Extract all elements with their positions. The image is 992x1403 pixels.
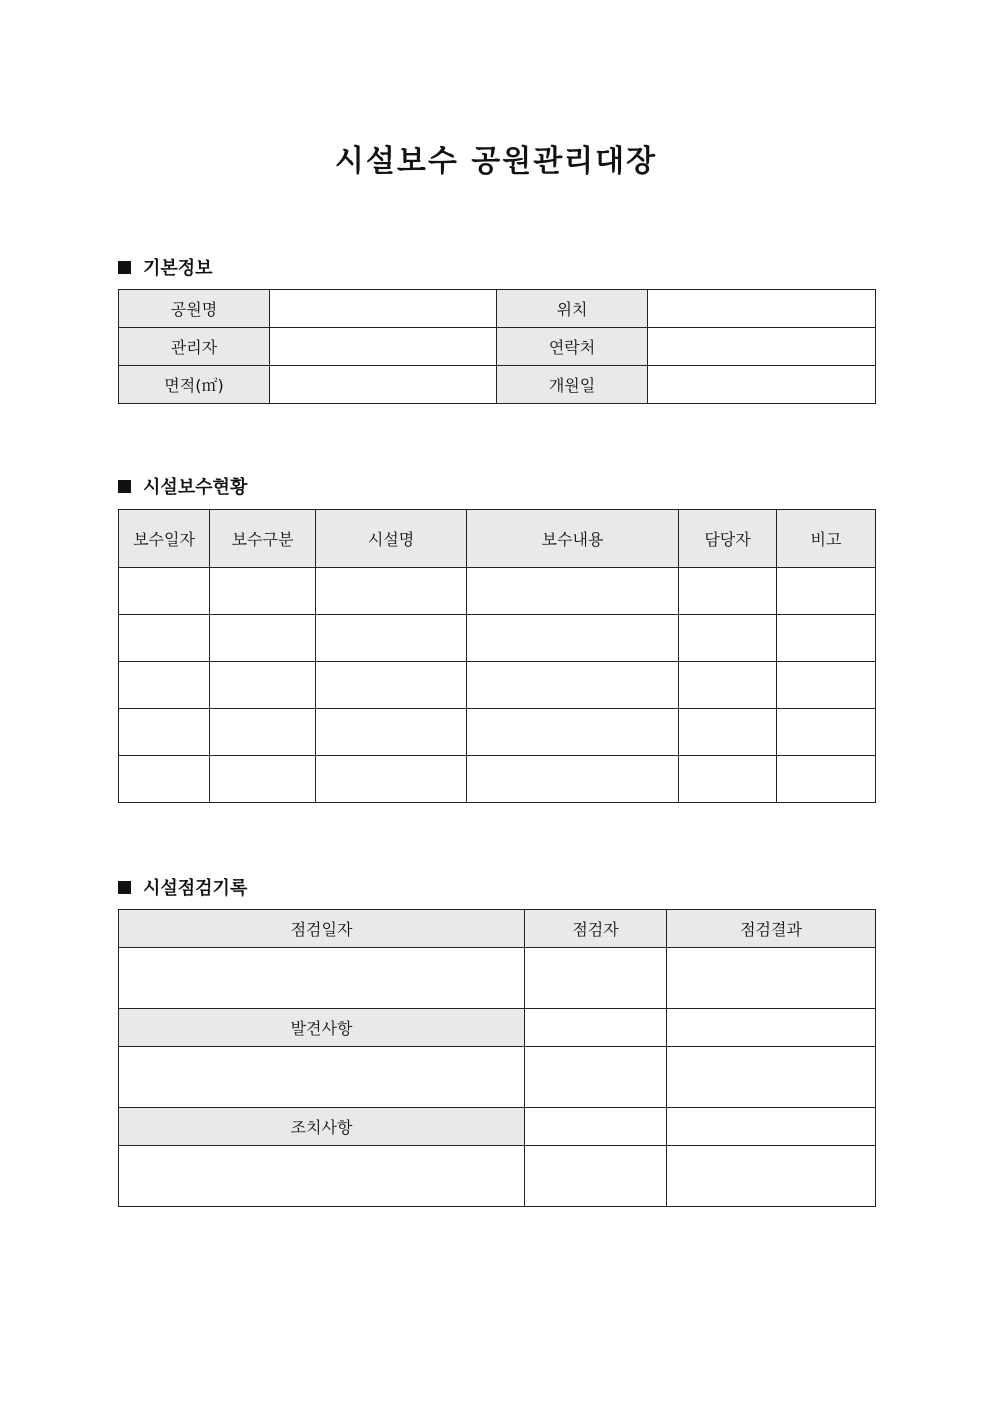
park-name-label: 공원명 xyxy=(119,290,270,328)
column-header: 시설명 xyxy=(316,510,467,568)
table-cell[interactable] xyxy=(467,756,679,803)
area-field[interactable] xyxy=(270,366,497,404)
table-row xyxy=(119,290,876,328)
findings-label: 발견사항 xyxy=(119,1009,525,1047)
table-cell[interactable] xyxy=(119,568,210,615)
table-cell[interactable] xyxy=(525,1146,667,1207)
section-heading-text: 시설점검기록 xyxy=(143,878,248,899)
actions-label: 조치사항 xyxy=(119,1108,525,1146)
table-cell[interactable] xyxy=(525,1108,667,1146)
table-cell[interactable] xyxy=(525,1009,667,1047)
table-row xyxy=(119,1047,876,1108)
square-bullet-icon xyxy=(118,261,131,274)
manager-field[interactable] xyxy=(270,328,497,366)
section-heading-text: 시설보수현황 xyxy=(143,477,248,498)
section-heading-inspection-record xyxy=(118,874,247,900)
inspection-record-table xyxy=(118,909,876,1207)
findings-field[interactable] xyxy=(119,1047,525,1108)
table-row xyxy=(119,662,876,709)
table-cell[interactable] xyxy=(679,615,777,662)
square-bullet-icon xyxy=(118,881,131,894)
contact-label: 연락처 xyxy=(497,328,648,366)
table-cell[interactable] xyxy=(777,756,876,803)
table-cell[interactable] xyxy=(119,709,210,756)
table-cell[interactable] xyxy=(679,756,777,803)
actions-field[interactable] xyxy=(119,1146,525,1207)
area-label: 면적(㎡) xyxy=(119,366,270,404)
column-header: 점검결과 xyxy=(667,910,876,948)
table-cell[interactable] xyxy=(777,615,876,662)
table-row xyxy=(119,709,876,756)
table-cell[interactable] xyxy=(316,756,467,803)
repair-status-table xyxy=(118,509,876,803)
column-header: 보수일자 xyxy=(119,510,210,568)
table-cell[interactable] xyxy=(210,709,316,756)
table-cell[interactable] xyxy=(467,615,679,662)
table-row xyxy=(119,1108,876,1146)
table-cell[interactable] xyxy=(667,1047,876,1108)
table-cell[interactable] xyxy=(525,1047,667,1108)
table-row xyxy=(119,1146,876,1207)
table-row xyxy=(119,756,876,803)
column-header: 점검자 xyxy=(525,910,667,948)
square-bullet-icon xyxy=(118,480,131,493)
contact-field[interactable] xyxy=(648,328,876,366)
table-cell[interactable] xyxy=(210,615,316,662)
table-cell[interactable] xyxy=(667,1009,876,1047)
table-cell[interactable] xyxy=(316,662,467,709)
table-cell[interactable] xyxy=(679,662,777,709)
table-cell[interactable] xyxy=(777,568,876,615)
table-cell[interactable] xyxy=(467,662,679,709)
table-cell[interactable] xyxy=(667,1146,876,1207)
section-heading-text: 기본정보 xyxy=(143,258,213,279)
table-row xyxy=(119,328,876,366)
column-header: 보수내용 xyxy=(467,510,679,568)
location-field[interactable] xyxy=(648,290,876,328)
basic-info-table xyxy=(118,289,876,404)
inspector-field[interactable] xyxy=(525,948,667,1009)
table-row xyxy=(119,568,876,615)
table-cell[interactable] xyxy=(679,568,777,615)
column-header: 담당자 xyxy=(679,510,777,568)
manager-label: 관리자 xyxy=(119,328,270,366)
table-cell[interactable] xyxy=(316,709,467,756)
table-header-row xyxy=(119,910,876,948)
table-row xyxy=(119,615,876,662)
table-row xyxy=(119,948,876,1009)
table-cell[interactable] xyxy=(119,615,210,662)
table-cell[interactable] xyxy=(119,662,210,709)
table-cell[interactable] xyxy=(679,709,777,756)
table-cell[interactable] xyxy=(667,1108,876,1146)
inspection-result-field[interactable] xyxy=(667,948,876,1009)
opening-date-label: 개원일 xyxy=(497,366,648,404)
table-cell[interactable] xyxy=(777,662,876,709)
column-header: 점검일자 xyxy=(119,910,525,948)
table-cell[interactable] xyxy=(467,709,679,756)
column-header: 보수구분 xyxy=(210,510,316,568)
table-header-row xyxy=(119,510,876,568)
section-heading-repair-status xyxy=(118,473,247,499)
table-cell[interactable] xyxy=(210,756,316,803)
table-row xyxy=(119,1009,876,1047)
page-title: 시설보수 공원관리대장 xyxy=(334,144,658,179)
table-row xyxy=(119,366,876,404)
inspection-date-field[interactable] xyxy=(119,948,525,1009)
section-heading-basic-info xyxy=(118,254,213,280)
column-header: 비고 xyxy=(777,510,876,568)
location-label: 위치 xyxy=(497,290,648,328)
park-name-field[interactable] xyxy=(270,290,497,328)
opening-date-field[interactable] xyxy=(648,366,876,404)
table-cell[interactable] xyxy=(210,568,316,615)
table-cell[interactable] xyxy=(119,756,210,803)
table-cell[interactable] xyxy=(316,615,467,662)
table-cell[interactable] xyxy=(467,568,679,615)
table-cell[interactable] xyxy=(777,709,876,756)
table-cell[interactable] xyxy=(210,662,316,709)
table-cell[interactable] xyxy=(316,568,467,615)
